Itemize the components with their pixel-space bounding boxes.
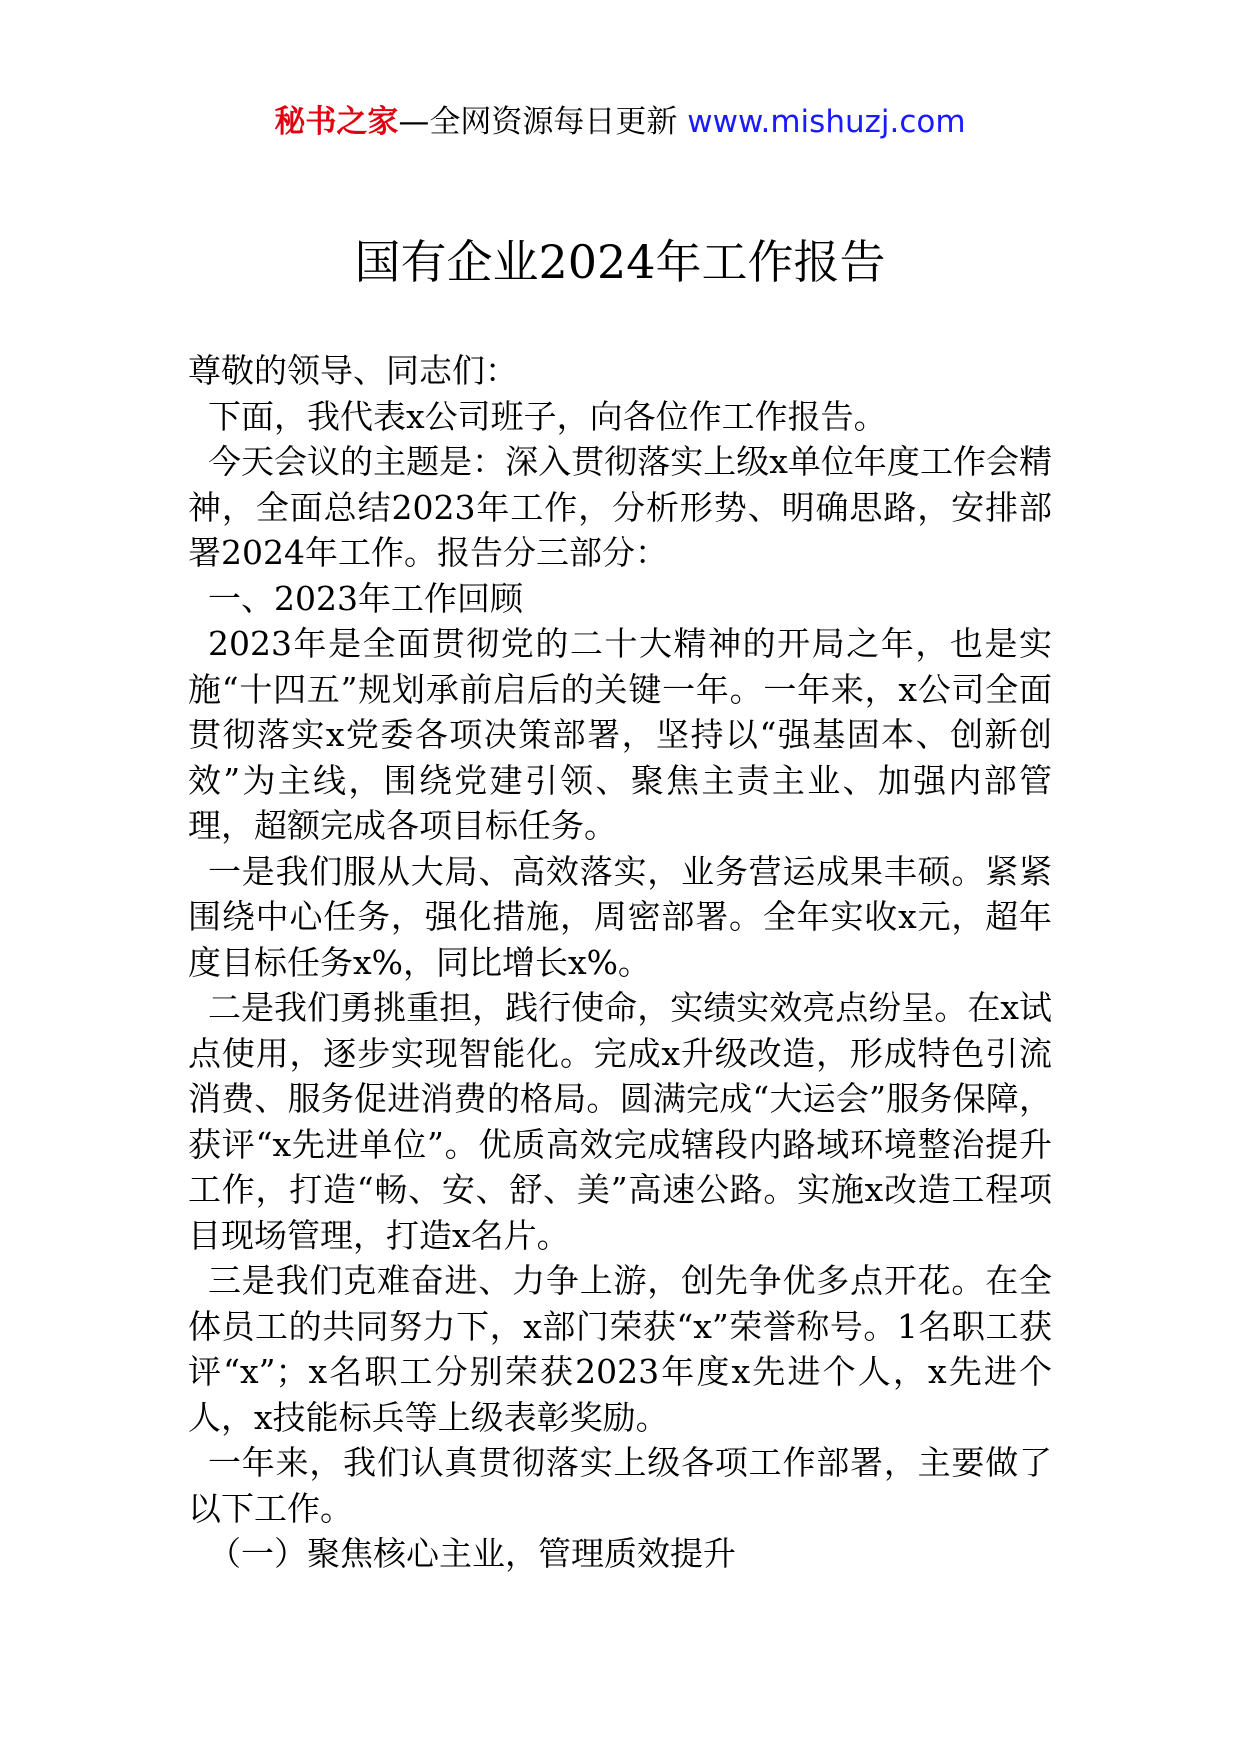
site-header [0, 100, 1240, 144]
salutation: 尊敬的领导、同志们： [188, 351, 518, 390]
paragraph-intro: 下面，我代表x公司班子，向各位作工作报告。 [208, 396, 887, 436]
site-brand: 秘书之家 [274, 104, 399, 140]
paragraph-point-three: 三是我们克难奋进、力争上游，创先争优多点开花。在全体员工的共同努力下，x部门荣获“x”荣誉称号。1名职工获评“x”；x名职工分别荣获2023年度x先进个人，x先进个人，x技能标兵等上级表彰奖励。 [188, 1261, 1052, 1437]
site-tagline: —全网资源每日更新 [398, 104, 688, 140]
subsection-heading-core: （一）聚焦核心主业，管理质效提升 [208, 1534, 736, 1573]
document-body [188, 348, 1052, 1577]
site-url-link[interactable]: www.mishuzj.com [687, 104, 966, 140]
paragraph-overview: 2023年是全面贯彻党的二十大精神的开局之年，也是实施“十四五”规划承前启后的关键一年。一年来，x公司全面贯彻落实x党委各项决策部署，坚持以“强基固本、创新创效”为主线，围绕党建引领、聚焦主责主业、加强内部管理，超额完成各项目标任务。 [188, 624, 1052, 845]
paragraph-theme: 今天会议的主题是：深入贯彻落实上级x单位年度工作会精神，全面总结2023年工作，分析形势、明确思路，安排部署2024年工作。报告分三部分： [188, 442, 1052, 572]
paragraph-point-one: 一是我们服从大局、高效落实，业务营运成果丰硕。紧紧围绕中心任务，强化措施，周密部署。全年实收x元，超年度目标任务x%，同比增长x%。 [188, 851, 1052, 982]
paragraph-point-two: 二是我们勇挑重担，践行使命，实绩实效亮点纷呈。在x试点使用，逐步实现智能化。完成x升级改造，形成特色引流消费、服务促进消费的格局。圆满完成“大运会”服务保障，获评“x先进单位”。优质高效完成辖段内路域环境整治提升工作，打造“畅、安、舒、美”高速公路。实施x改造工程项目现场管理，打造x名片。 [188, 988, 1052, 1255]
paragraph-summary: 一年来，我们认真贯彻落实上级各项工作部署，主要做了以下工作。 [188, 1443, 1052, 1528]
document-title: 国有企业2024年工作报告 [354, 235, 886, 289]
section-heading-review: 一、2023年工作回顾 [208, 578, 523, 618]
